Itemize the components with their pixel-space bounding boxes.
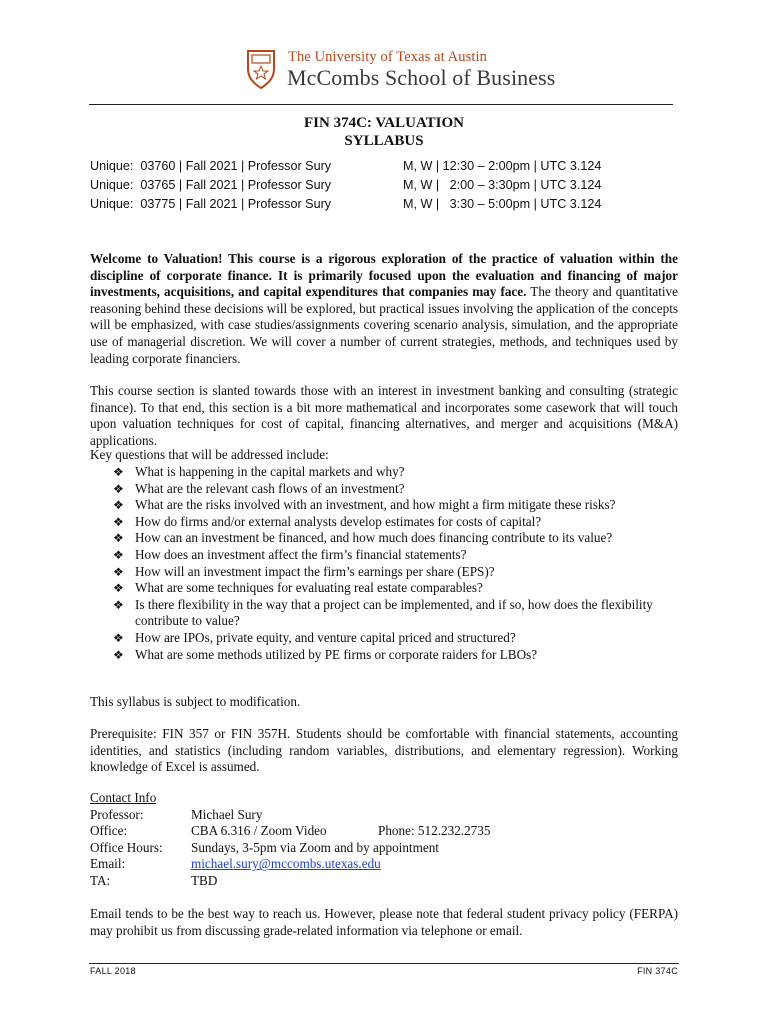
mccombs-logo xyxy=(246,49,556,91)
professor-label: Professor: xyxy=(90,806,144,822)
list-item: ❖ How will an investment impact the firm’s earnings per share (EPS)? xyxy=(113,563,495,579)
list-item: ❖ How are IPOs, private equity, and venture capital priced and structured? xyxy=(113,629,516,645)
diamond-bullet-icon: ❖ xyxy=(113,531,124,546)
intro-bold: Welcome to Valuation! This course is a rigorous exploration of the practice of valuation within the discipline of corporate finance. It is primarily focused upon the evaluation and financing of major investments, acquisitions, and capital expenditures that companies may face. xyxy=(90,251,678,300)
footer-term: FALL 2018 xyxy=(90,966,136,976)
footer-divider xyxy=(89,963,679,964)
ut-shield-icon xyxy=(246,49,276,89)
footer-course: FIN 374C xyxy=(637,966,678,976)
prerequisite-paragraph: Prerequisite: FIN 357 or FIN 357H. Students should be comfortable with financial statements, accounting identities, and statistics (including random variables, distributions, and elementary regression). Working knowledge of Excel is assumed. xyxy=(90,726,678,775)
ta-label: TA: xyxy=(90,872,111,888)
intro-paragraph xyxy=(90,251,678,367)
school-name: McCombs School of Business xyxy=(287,65,556,90)
diamond-bullet-icon: ❖ xyxy=(113,481,124,496)
syllabus-heading: SYLLABUS xyxy=(344,133,424,149)
list-item: ❖ How can an investment be financed, and how much does financing contribute to its value? xyxy=(113,530,613,546)
diamond-bullet-icon: ❖ xyxy=(113,465,124,479)
contact-heading: Contact Info xyxy=(90,790,157,805)
email-note: Email tends to be the best way to reach us. However, please note that federal student privacy policy (FERPA) may prohibit us from discussing grade-related information via telephone or email. xyxy=(90,906,678,938)
section-info: Unique: 03775 | Fall 2021 | Professor Sury xyxy=(90,197,332,211)
list-item: ❖ What is happening in the capital markets and why? xyxy=(113,464,405,479)
office-location: CBA 6.316 / Zoom Video xyxy=(191,823,327,839)
slant-paragraph: This course section is slanted towards those with an interest in investment banking and consulting (strategic finance). To that end, this section is a bit more mathematical and incorporates some casework that will touch upon valuation techniques for cost of capital, financing alternatives, and merger and acquisitions (M&A) applications. xyxy=(90,383,678,448)
diamond-bullet-icon: ❖ xyxy=(113,564,124,579)
diamond-bullet-icon: ❖ xyxy=(113,647,124,662)
office-hours: Sundays, 3-5pm via Zoom and by appointment xyxy=(191,839,439,855)
course-title: FIN 374C: VALUATION xyxy=(303,115,465,131)
list-item: ❖ How does an investment affect the firm’s financial statements? xyxy=(113,546,467,562)
ta-name: TBD xyxy=(191,872,218,888)
email-label: Email: xyxy=(90,856,126,872)
key-questions-list xyxy=(90,464,690,663)
section-time: M, W | 2:00 – 3:30pm | UTC 3.124 xyxy=(403,178,602,192)
list-item: ❖ What are the relevant cash flows of an investment? xyxy=(113,480,405,496)
list-item: ❖ What are some methods utilized by PE firms or corporate raiders for LBOs? xyxy=(113,646,538,662)
diamond-bullet-icon: ❖ xyxy=(113,514,124,529)
list-item: ❖ What are some techniques for evaluating real estate comparables? xyxy=(113,580,483,596)
list-item: ❖ How do firms and/or external analysts develop estimates for costs of capital? xyxy=(113,513,542,529)
diamond-bullet-icon: ❖ xyxy=(113,498,124,513)
section-time: M, W | 12:30 – 2:00pm | UTC 3.124 xyxy=(403,159,602,173)
section-info: Unique: 03760 | Fall 2021 | Professor Sury xyxy=(90,159,332,173)
list-item: ❖ Is there flexibility in the way that a project can be implemented, and if so, how does the flexibility contribute to value? xyxy=(113,596,653,629)
intro-rest: The theory and quantitative reasoning behind these decisions will be explored, but practical issues involving the application of the concepts will be emphasized, with case studies/assignments covering scenario analysis, simulation, and the appropriate use of managerial discretion. We will cover a number of current strategies, methods, and techniques used by leading corporate financiers. xyxy=(90,284,678,366)
key-questions-intro: Key questions that will be addressed include: xyxy=(90,447,329,462)
email-link[interactable]: michael.sury@mccombs.utexas.edu xyxy=(191,856,381,872)
contact-info xyxy=(90,790,690,890)
list-item: ❖ What are the risks involved with an investment, and how might a firm mitigate these risks? xyxy=(113,497,616,513)
phone-number: Phone: 512.232.2735 xyxy=(378,823,491,839)
modification-note: This syllabus is subject to modification. xyxy=(90,694,301,709)
office-hours-label: Office Hours: xyxy=(90,839,163,855)
header-divider xyxy=(89,104,673,105)
section-info: Unique: 03765 | Fall 2021 | Professor Sury xyxy=(90,178,332,192)
diamond-bullet-icon: ❖ xyxy=(113,630,124,645)
professor-name: Michael Sury xyxy=(191,806,263,822)
office-label: Office: xyxy=(90,823,128,839)
section-time: M, W | 3:30 – 5:00pm | UTC 3.124 xyxy=(403,197,602,211)
diamond-bullet-icon: ❖ xyxy=(113,547,124,562)
diamond-bullet-icon: ❖ xyxy=(113,597,124,612)
university-name: The University of Texas at Austin xyxy=(288,49,487,65)
diamond-bullet-icon: ❖ xyxy=(113,581,124,596)
